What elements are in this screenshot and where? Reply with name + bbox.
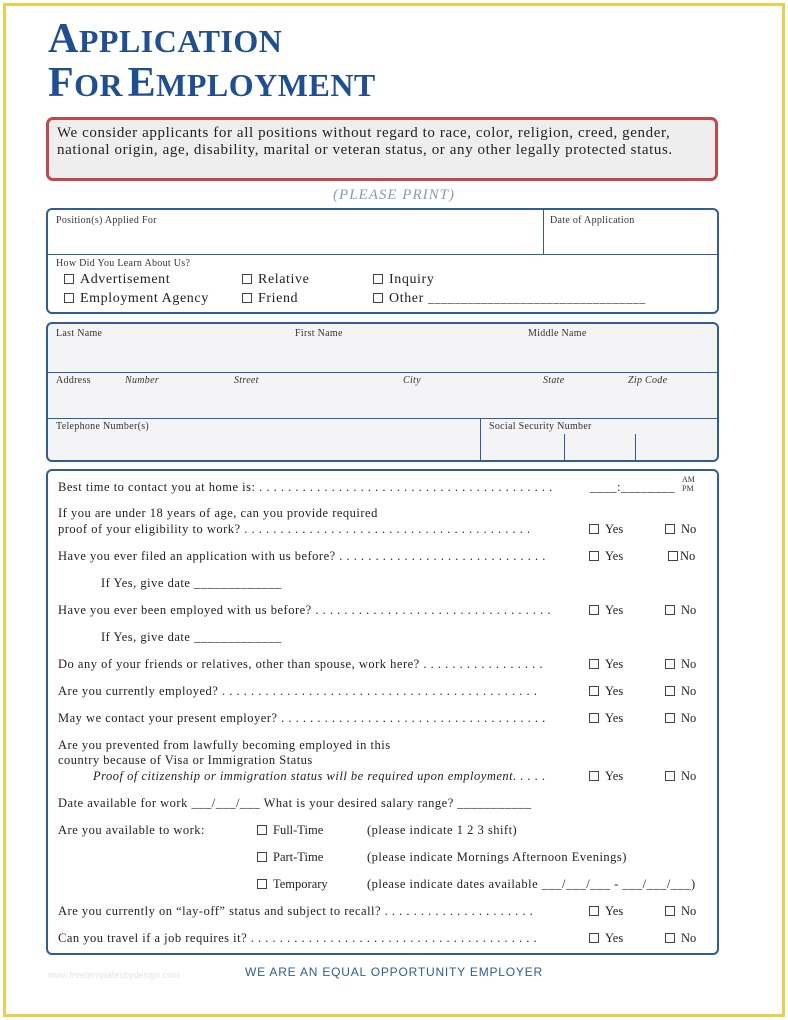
telephone-field[interactable] [52, 434, 476, 458]
checkbox[interactable] [589, 659, 599, 669]
date-available-salary[interactable]: Date available for work ___/___/___ What is your desired salary range? ___________ [58, 796, 532, 810]
under18-question-line1: If you are under 18 years of age, can you provide required [58, 506, 378, 520]
questions-section [46, 469, 719, 955]
state-label: State [543, 375, 565, 386]
option-relative[interactable]: Relative [242, 272, 309, 288]
am-pm-selector[interactable]: AM PM [682, 475, 695, 493]
checkbox[interactable] [589, 771, 599, 781]
form-title: APPLICATION FOR EMPLOYMENT [48, 16, 376, 106]
option-inquiry[interactable]: Inquiry [373, 272, 434, 288]
travel-no[interactable]: No [665, 931, 696, 946]
temporary-option[interactable]: Temporary [257, 877, 328, 892]
other-line[interactable]: _________________________________ [428, 291, 646, 305]
checkbox[interactable] [589, 933, 599, 943]
position-applied-label: Position(s) Applied For [56, 215, 157, 226]
prevented-question-line1: Are you prevented from lawfully becoming employed in this [58, 738, 391, 752]
last-name-label: Last Name [56, 328, 103, 339]
under18-no[interactable]: No [665, 522, 696, 537]
footer-eoe: WE ARE AN EQUAL OPPORTUNITY EMPLOYER [245, 965, 543, 979]
address-label: Address [56, 375, 91, 386]
date-of-application-label: Date of Application [550, 215, 635, 226]
filed-before-no[interactable]: No [668, 549, 695, 564]
checkbox[interactable] [589, 686, 599, 696]
checkbox[interactable] [665, 906, 675, 916]
checkbox[interactable] [665, 605, 675, 615]
ssn-label: Social Security Number [489, 421, 592, 432]
option-other[interactable]: Other _________________________________ [373, 291, 646, 307]
checkbox[interactable] [665, 659, 675, 669]
contact-employer-question: May we contact your present employer? . . . . . . . . . . . . . . . . . . . . . . . . . . . . . . . . . . . . . [58, 711, 546, 725]
date-of-application-field[interactable] [548, 228, 713, 250]
layoff-yes[interactable]: Yes [589, 904, 623, 919]
watermark: www.freetemplatesbydesign.com [48, 970, 180, 980]
checkbox[interactable] [665, 524, 675, 534]
checkbox[interactable] [665, 686, 675, 696]
address-field[interactable] [52, 388, 712, 415]
full-time-note: (please indicate 1 2 3 shift) [367, 823, 518, 837]
contact-employer-yes[interactable]: Yes [589, 711, 623, 726]
travel-question: Can you travel if a job requires it? . . . . . . . . . . . . . . . . . . . . . . . . . . . . . . . . . . . . . . . . [58, 931, 538, 945]
please-print-label: (PLEASE PRINT) [333, 187, 455, 203]
first-name-label: First Name [295, 328, 343, 339]
travel-yes[interactable]: Yes [589, 931, 623, 946]
temporary-note[interactable]: (please indicate dates available ___/___/___ - ___/___/___) [367, 877, 696, 891]
checkbox[interactable] [589, 713, 599, 723]
employed-before-question: Have you ever been employed with us before? . . . . . . . . . . . . . . . . . . . . . . . . . . . . . . . . . [58, 603, 551, 617]
currently-employed-question: Are you currently employed? . . . . . . . . . . . . . . . . . . . . . . . . . . . . . . . . . . . . . . . . . . . . [58, 684, 538, 698]
checkbox[interactable] [257, 852, 267, 862]
prevented-question-line2: country because of Visa or Immigration Status [58, 753, 313, 767]
personal-info-section [46, 322, 719, 462]
option-friend[interactable]: Friend [242, 291, 298, 307]
employed-before-no[interactable]: No [665, 603, 696, 618]
ssn-field[interactable] [484, 434, 712, 458]
checkbox[interactable] [665, 771, 675, 781]
checkbox[interactable] [665, 713, 675, 723]
available-to-work-label: Are you available to work: [58, 823, 205, 837]
checkbox[interactable] [589, 906, 599, 916]
zip-code-label: Zip Code [628, 375, 668, 386]
checkbox[interactable] [64, 274, 74, 284]
checkbox[interactable] [589, 524, 599, 534]
friends-relatives-question: Do any of your friends or relatives, other than spouse, work here? . . . . . . . . . . . . . . . . . [58, 657, 543, 671]
full-time-option[interactable]: Full-Time [257, 823, 323, 838]
part-time-note: (please indicate Mornings Afternoon Evenings) [367, 850, 627, 864]
under18-question-line2: proof of your eligibility to work? . . . . . . . . . . . . . . . . . . . . . . . . . . . . . . . . . . . . . . . . [58, 522, 531, 536]
city-label: City [403, 375, 421, 386]
filed-before-yes[interactable]: Yes [589, 549, 623, 564]
layoff-question: Are you currently on “lay-off” status and subject to recall? . . . . . . . . . . . . . . . . . . . . . [58, 904, 534, 918]
filed-before-date[interactable]: If Yes, give date _____________ [101, 576, 282, 590]
employed-before-date[interactable]: If Yes, give date _____________ [101, 630, 282, 644]
checkbox[interactable] [665, 933, 675, 943]
friends-relatives-yes[interactable]: Yes [589, 657, 623, 672]
friends-relatives-no[interactable]: No [665, 657, 696, 672]
layoff-no[interactable]: No [665, 904, 696, 919]
under18-yes[interactable]: Yes [589, 522, 623, 537]
best-time-question: Best time to contact you at home is: . . . . . . . . . . . . . . . . . . . . . . . . . . . . . . . . . . . . . . . . . [58, 480, 553, 494]
checkbox[interactable] [64, 293, 74, 303]
position-applied-field[interactable] [52, 228, 540, 250]
telephone-label: Telephone Number(s) [56, 421, 150, 432]
option-advertisement[interactable]: Advertisement [64, 272, 170, 288]
checkbox[interactable] [668, 551, 678, 561]
checkbox[interactable] [373, 274, 383, 284]
number-label: Number [125, 375, 160, 386]
checkbox[interactable] [373, 293, 383, 303]
checkbox[interactable] [242, 274, 252, 284]
equal-opportunity-notice: We consider applicants for all positions without regard to race, color, religion, creed, gender, national origin, age, disability, marital or veteran status, or any other legally protected status. [46, 117, 718, 181]
employed-before-yes[interactable]: Yes [589, 603, 623, 618]
currently-employed-no[interactable]: No [665, 684, 696, 699]
middle-name-label: Middle Name [528, 328, 587, 339]
name-field[interactable] [52, 341, 712, 369]
checkbox[interactable] [257, 825, 267, 835]
checkbox[interactable] [242, 293, 252, 303]
checkbox[interactable] [589, 551, 599, 561]
position-section [46, 208, 719, 314]
part-time-option[interactable]: Part-Time [257, 850, 323, 865]
prevented-question-line3: Proof of citizenship or immigration status will be required upon employment. . . . . [93, 769, 546, 783]
prevented-no[interactable]: No [665, 769, 696, 784]
contact-employer-no[interactable]: No [665, 711, 696, 726]
street-label: Street [234, 375, 259, 386]
filed-before-question: Have you ever filed an application with us before? . . . . . . . . . . . . . . . . . . . . . . . . . . . . . [58, 549, 546, 563]
prevented-yes[interactable]: Yes [589, 769, 623, 784]
learn-about-us-label: How Did You Learn About Us? [56, 258, 191, 269]
checkbox[interactable] [589, 605, 599, 615]
currently-employed-yes[interactable]: Yes [589, 684, 623, 699]
option-employment-agency[interactable]: Employment Agency [64, 291, 209, 307]
best-time-field[interactable]: ____:________ [590, 480, 675, 494]
checkbox[interactable] [257, 879, 267, 889]
